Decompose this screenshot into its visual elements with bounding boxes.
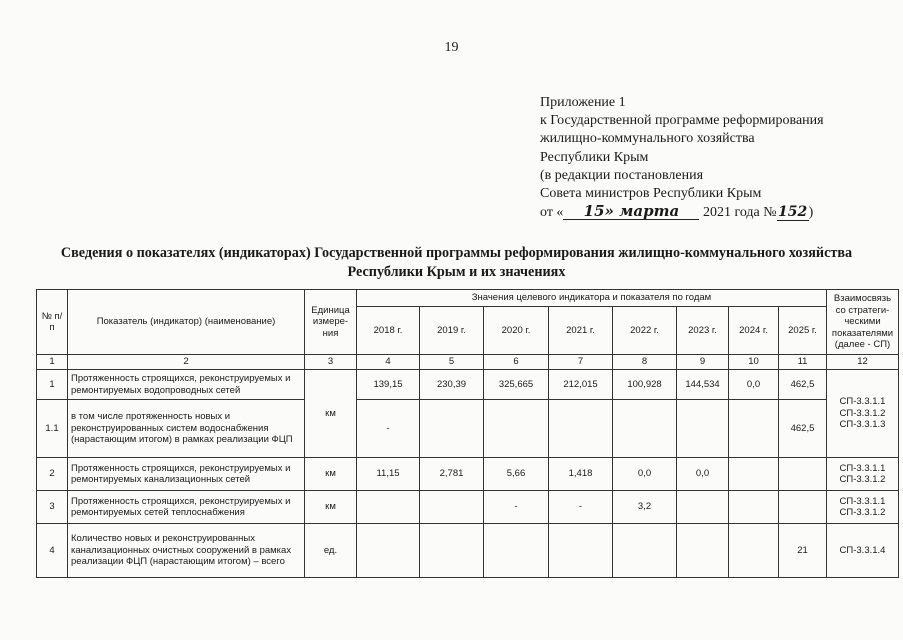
row-value: 462,5 (779, 370, 827, 400)
row-value: - (484, 491, 549, 524)
header-values-group: Значения целевого индикатора и показателя по годам (357, 290, 827, 307)
table-row (37, 400, 899, 458)
table-row (37, 524, 899, 578)
row-indicator-name: в том числе протяженность новых и реконструированных систем водоснабжения (нарастающим итогом) в рамках реализации ФЦП (68, 400, 305, 458)
table-row (37, 458, 899, 491)
row-value: - (549, 491, 613, 524)
row-value (677, 491, 729, 524)
column-number: 12 (827, 355, 899, 370)
row-value (779, 458, 827, 491)
row-value: 230,39 (420, 370, 484, 400)
row-value (420, 524, 484, 578)
row-value (549, 524, 613, 578)
row-relation: СП-3.3.1.1 СП-3.3.1.2 (827, 491, 899, 524)
row-value (729, 400, 779, 458)
row-value: 144,534 (677, 370, 729, 400)
row-value (420, 491, 484, 524)
row-value (677, 400, 729, 458)
document-title: Сведения о показателях (индикаторах) Государственной программы реформирования жилищно-коммунального хозяйства Республики Крым и их значениях (60, 245, 853, 280)
row-value: 0,0 (677, 458, 729, 491)
row-value: 1,418 (549, 458, 613, 491)
row-value: 21 (779, 524, 827, 578)
column-number-row (37, 355, 899, 370)
row-indicator-name: Протяженность строящихся, реконструируемых и ремонтируемых водопроводных сетей (68, 370, 305, 400)
row-value (484, 524, 549, 578)
row-value (729, 491, 779, 524)
appendix-line-4: Республики Крым (540, 149, 649, 165)
row-value: 0,0 (729, 370, 779, 400)
row-value (484, 400, 549, 458)
row-value: 11,15 (357, 458, 420, 491)
column-number: 7 (549, 355, 613, 370)
header-year: 2024 г. (729, 307, 779, 355)
handwritten-number: 152 (778, 204, 808, 221)
row-value (729, 458, 779, 491)
column-number: 4 (357, 355, 420, 370)
row-unit: км (305, 458, 357, 491)
column-number: 9 (677, 355, 729, 370)
row-value: 2,781 (420, 458, 484, 491)
column-number: 1 (37, 355, 68, 370)
row-value: 462,5 (779, 400, 827, 458)
header-year: 2023 г. (677, 307, 729, 355)
row-indicator-name: Протяженность строящихся, реконструируемых и ремонтируемых сетей теплоснабжения (68, 491, 305, 524)
row-unit: км (305, 491, 357, 524)
header-year: 2021 г. (549, 307, 613, 355)
column-number: 5 (420, 355, 484, 370)
row-indicator-name: Количество новых и реконструированных канализационных очистных сооружений в рамках реализации ФЦП (нарастающим итогом) – всего (68, 524, 305, 578)
header-year: 2018 г. (357, 307, 420, 355)
column-number: 10 (729, 355, 779, 370)
row-value (613, 524, 677, 578)
row-value (613, 400, 677, 458)
column-number: 6 (484, 355, 549, 370)
appendix-line-5: (в редакции постановления (540, 167, 704, 183)
row-num: 4 (37, 524, 68, 578)
header-unit: Единица измере-ния (305, 290, 357, 355)
appendix-line-1: Приложение 1 (540, 95, 626, 110)
row-relation: СП-3.3.1.4 (827, 524, 899, 578)
row-value (729, 524, 779, 578)
header-year: 2020 г. (484, 307, 549, 355)
header-relation: Взаимосвязь со стратеги-ческими показателями (далее - СП) (827, 290, 899, 355)
row-value: 100,928 (613, 370, 677, 400)
appendix-block (540, 94, 824, 222)
row-value: 139,15 (357, 370, 420, 400)
table-row (37, 370, 899, 400)
header-year: 2022 г. (613, 307, 677, 355)
handwritten-date: 15» марта (563, 203, 699, 220)
decree-date-line: от « 15» марта 2021 года №152) (540, 202, 814, 221)
column-number: 11 (779, 355, 827, 370)
column-number: 8 (613, 355, 677, 370)
page-number: 19 (444, 40, 459, 55)
row-num: 1.1 (37, 400, 68, 458)
header-indicator: Показатель (индикатор) (наименование) (68, 290, 305, 355)
row-value: 212,015 (549, 370, 613, 400)
column-number: 2 (68, 355, 305, 370)
row-indicator-name: Протяженность строящихся, реконструируемых и ремонтируемых канализационных сетей (68, 458, 305, 491)
row-relation: СП-3.3.1.1 СП-3.3.1.2 СП-3.3.1.3 (827, 370, 899, 458)
appendix-line-2: к Государственной программе реформирования (540, 113, 824, 129)
row-value: - (357, 400, 420, 458)
row-num: 2 (37, 458, 68, 491)
header-year: 2019 г. (420, 307, 484, 355)
column-number: 3 (305, 355, 357, 370)
row-value: 0,0 (613, 458, 677, 491)
row-value (549, 400, 613, 458)
row-num: 1 (37, 370, 68, 400)
header-year: 2025 г. (779, 307, 827, 355)
row-value (357, 491, 420, 524)
row-unit: км (305, 370, 357, 458)
row-value (357, 524, 420, 578)
row-value (420, 400, 484, 458)
row-value: 325,665 (484, 370, 549, 400)
row-value (779, 491, 827, 524)
row-value: 5,66 (484, 458, 549, 491)
row-num: 3 (37, 491, 68, 524)
row-value: 3,2 (613, 491, 677, 524)
row-relation: СП-3.3.1.1 СП-3.3.1.2 (827, 458, 899, 491)
header-num: № п/п (37, 290, 68, 355)
row-value (677, 524, 729, 578)
row-unit: ед. (305, 524, 357, 578)
appendix-line-3: жилищно-коммунального хозяйства (540, 131, 755, 147)
appendix-line-6: Совета министров Республики Крым (540, 186, 762, 202)
date-prefix: от « (540, 205, 564, 221)
indicators-table (36, 289, 899, 578)
year-text: 2021 года № (702, 205, 777, 221)
table-row (37, 491, 899, 524)
